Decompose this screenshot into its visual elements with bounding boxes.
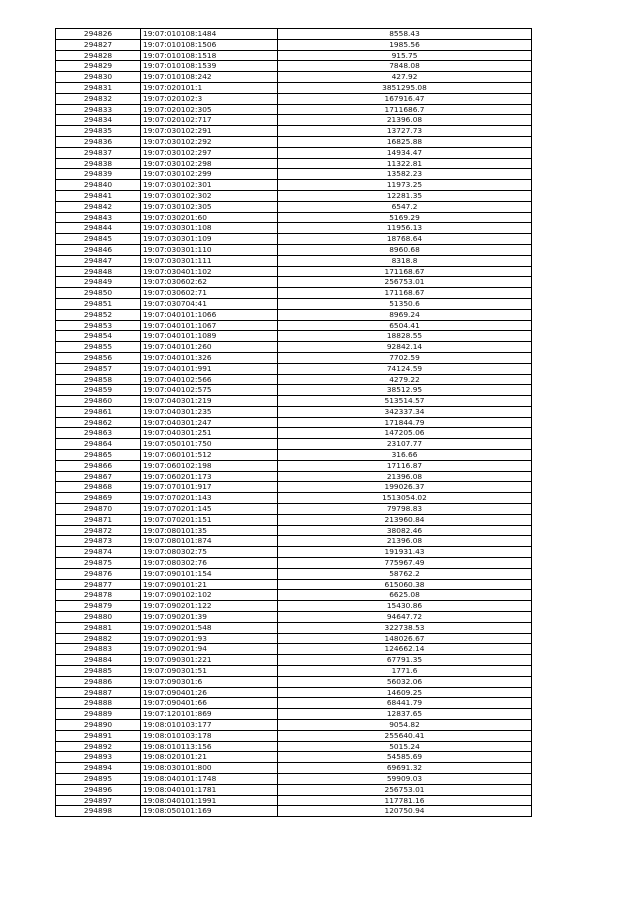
row-id-cell: 294834 (56, 115, 141, 126)
table-row (56, 212, 532, 223)
row-id-cell: 294886 (56, 676, 141, 687)
cadastral-number-cell: 19:07:040101:260 (141, 342, 278, 353)
value-cell: 915.75 (278, 50, 532, 61)
row-id-cell: 294830 (56, 72, 141, 83)
table-row (56, 288, 532, 299)
value-cell: 199026.37 (278, 482, 532, 493)
table-row (56, 720, 532, 731)
cadastral-number-cell: 19:07:010108:1506 (141, 39, 278, 50)
table-row (56, 666, 532, 677)
cadastral-number-cell: 19:07:030301:109 (141, 234, 278, 245)
value-cell: 11973.25 (278, 180, 532, 191)
row-id-cell: 294864 (56, 439, 141, 450)
row-id-cell: 294848 (56, 266, 141, 277)
table-row (56, 352, 532, 363)
cadastral-number-cell: 19:07:030102:299 (141, 169, 278, 180)
cadastral-number-cell: 19:07:040101:1067 (141, 320, 278, 331)
document-page (55, 28, 531, 817)
cadastral-number-cell: 19:07:010108:1518 (141, 50, 278, 61)
value-cell: 171168.67 (278, 266, 532, 277)
value-cell: 147205.06 (278, 428, 532, 439)
table-row (56, 558, 532, 569)
cadastral-number-cell: 19:07:070201:151 (141, 514, 278, 525)
cadastral-number-cell: 19:07:040301:235 (141, 406, 278, 417)
value-cell: 15430.86 (278, 601, 532, 612)
value-cell: 191931.43 (278, 547, 532, 558)
row-id-cell: 294854 (56, 331, 141, 342)
row-id-cell: 294890 (56, 720, 141, 731)
value-cell: 13582.23 (278, 169, 532, 180)
cadastral-number-cell: 19:07:070201:143 (141, 493, 278, 504)
row-id-cell: 294887 (56, 687, 141, 698)
value-cell: 316.66 (278, 450, 532, 461)
value-cell: 8960.68 (278, 244, 532, 255)
value-cell: 13727.73 (278, 126, 532, 137)
table-row (56, 428, 532, 439)
value-cell: 14609.25 (278, 687, 532, 698)
cadastral-number-cell: 19:07:040301:251 (141, 428, 278, 439)
value-cell: 58762.2 (278, 568, 532, 579)
row-id-cell: 294882 (56, 633, 141, 644)
table-row (56, 795, 532, 806)
table-row (56, 180, 532, 191)
cadastral-number-cell: 19:07:040101:1089 (141, 331, 278, 342)
cadastral-number-cell: 19:07:030201:60 (141, 212, 278, 223)
table-row (56, 439, 532, 450)
table-row (56, 320, 532, 331)
row-id-cell: 294859 (56, 385, 141, 396)
table-row (56, 752, 532, 763)
row-id-cell: 294873 (56, 536, 141, 547)
cadastral-number-cell: 19:07:070101:917 (141, 482, 278, 493)
value-cell: 69691.32 (278, 763, 532, 774)
table-row (56, 61, 532, 72)
table-row (56, 147, 532, 158)
value-cell: 7848.08 (278, 61, 532, 72)
row-id-cell: 294843 (56, 212, 141, 223)
row-id-cell: 294880 (56, 612, 141, 623)
cadastral-number-cell: 19:07:090301:51 (141, 666, 278, 677)
value-cell: 342337.34 (278, 406, 532, 417)
table-row (56, 568, 532, 579)
row-id-cell: 294826 (56, 29, 141, 40)
table-row (56, 536, 532, 547)
value-cell: 124662.14 (278, 644, 532, 655)
table-row (56, 482, 532, 493)
cadastral-number-cell: 19:07:090401:26 (141, 687, 278, 698)
table-row (56, 385, 532, 396)
table-row (56, 363, 532, 374)
table-row (56, 504, 532, 515)
row-id-cell: 294862 (56, 417, 141, 428)
cadastral-number-cell: 19:07:080101:874 (141, 536, 278, 547)
row-id-cell: 294896 (56, 784, 141, 795)
value-cell: 117781.16 (278, 795, 532, 806)
table-row (56, 763, 532, 774)
cadastral-number-cell: 19:07:060102:198 (141, 460, 278, 471)
cadastral-number-cell: 19:07:030301:111 (141, 255, 278, 266)
value-cell: 14934.47 (278, 147, 532, 158)
cadastral-number-cell: 19:07:030301:110 (141, 244, 278, 255)
cadastral-number-cell: 19:07:080101:35 (141, 525, 278, 536)
table-row (56, 547, 532, 558)
data-table (55, 28, 532, 817)
value-cell: 120750.94 (278, 806, 532, 817)
table-row (56, 169, 532, 180)
value-cell: 11956.13 (278, 223, 532, 234)
table-row (56, 255, 532, 266)
row-id-cell: 294853 (56, 320, 141, 331)
value-cell: 68441.79 (278, 698, 532, 709)
cadastral-number-cell: 19:07:040101:1066 (141, 309, 278, 320)
row-id-cell: 294832 (56, 93, 141, 104)
cadastral-number-cell: 19:07:040301:247 (141, 417, 278, 428)
value-cell: 54585.69 (278, 752, 532, 763)
table-row (56, 126, 532, 137)
table-row (56, 331, 532, 342)
cadastral-number-cell: 19:07:030102:302 (141, 190, 278, 201)
table-row (56, 244, 532, 255)
table-row (56, 374, 532, 385)
row-id-cell: 294827 (56, 39, 141, 50)
value-cell: 8558.43 (278, 29, 532, 40)
value-cell: 12837.65 (278, 709, 532, 720)
cadastral-number-cell: 19:07:080302:75 (141, 547, 278, 558)
row-id-cell: 294897 (56, 795, 141, 806)
cadastral-number-cell: 19:07:090201:93 (141, 633, 278, 644)
row-id-cell: 294879 (56, 601, 141, 612)
table-row (56, 223, 532, 234)
cadastral-number-cell: 19:08:040101:1748 (141, 773, 278, 784)
value-cell: 6547.2 (278, 201, 532, 212)
row-id-cell: 294844 (56, 223, 141, 234)
value-cell: 171844.79 (278, 417, 532, 428)
value-cell: 8969.24 (278, 309, 532, 320)
value-cell: 21396.08 (278, 115, 532, 126)
value-cell: 1771.6 (278, 666, 532, 677)
table-row (56, 493, 532, 504)
row-id-cell: 294869 (56, 493, 141, 504)
cadastral-number-cell: 19:07:090101:154 (141, 568, 278, 579)
table-row (56, 190, 532, 201)
value-cell: 148026.67 (278, 633, 532, 644)
cadastral-number-cell: 19:07:090201:39 (141, 612, 278, 623)
row-id-cell: 294874 (56, 547, 141, 558)
cadastral-number-cell: 19:07:020102:305 (141, 104, 278, 115)
value-cell: 167916.47 (278, 93, 532, 104)
cadastral-number-cell: 19:07:020102:3 (141, 93, 278, 104)
value-cell: 94647.72 (278, 612, 532, 623)
value-cell: 56032.06 (278, 676, 532, 687)
row-id-cell: 294885 (56, 666, 141, 677)
table-row (56, 655, 532, 666)
cadastral-number-cell: 19:07:050101:750 (141, 439, 278, 450)
cadastral-number-cell: 19:08:010103:178 (141, 730, 278, 741)
value-cell: 1711686.7 (278, 104, 532, 115)
table-row (56, 460, 532, 471)
row-id-cell: 294884 (56, 655, 141, 666)
table-row (56, 277, 532, 288)
table-row (56, 298, 532, 309)
row-id-cell: 294836 (56, 136, 141, 147)
row-id-cell: 294839 (56, 169, 141, 180)
row-id-cell: 294835 (56, 126, 141, 137)
row-id-cell: 294867 (56, 471, 141, 482)
table-row (56, 82, 532, 93)
row-id-cell: 294857 (56, 363, 141, 374)
cadastral-number-cell: 19:07:030602:62 (141, 277, 278, 288)
value-cell: 59909.03 (278, 773, 532, 784)
value-cell: 23107.77 (278, 439, 532, 450)
cadastral-number-cell: 19:07:040101:991 (141, 363, 278, 374)
cadastral-number-cell: 19:07:030704:41 (141, 298, 278, 309)
value-cell: 79798.83 (278, 504, 532, 515)
row-id-cell: 294840 (56, 180, 141, 191)
cadastral-number-cell: 19:07:060101:512 (141, 450, 278, 461)
table-row (56, 514, 532, 525)
cadastral-number-cell: 19:07:060201:173 (141, 471, 278, 482)
row-id-cell: 294831 (56, 82, 141, 93)
table-row (56, 773, 532, 784)
row-id-cell: 294895 (56, 773, 141, 784)
value-cell: 9054.82 (278, 720, 532, 731)
table-row (56, 201, 532, 212)
table-row (56, 266, 532, 277)
table-row (56, 72, 532, 83)
value-cell: 5169.29 (278, 212, 532, 223)
row-id-cell: 294829 (56, 61, 141, 72)
table-body (56, 29, 532, 817)
value-cell: 4279.22 (278, 374, 532, 385)
row-id-cell: 294878 (56, 590, 141, 601)
table-row (56, 417, 532, 428)
cadastral-number-cell: 19:07:090101:21 (141, 579, 278, 590)
row-id-cell: 294865 (56, 450, 141, 461)
cadastral-number-cell: 19:07:020102:717 (141, 115, 278, 126)
cadastral-number-cell: 19:07:030401:102 (141, 266, 278, 277)
row-id-cell: 294893 (56, 752, 141, 763)
cadastral-number-cell: 19:07:030102:298 (141, 158, 278, 169)
row-id-cell: 294877 (56, 579, 141, 590)
cadastral-number-cell: 19:07:090102:102 (141, 590, 278, 601)
cadastral-number-cell: 19:07:030102:301 (141, 180, 278, 191)
cadastral-number-cell: 19:07:090301:6 (141, 676, 278, 687)
table-row (56, 396, 532, 407)
cadastral-number-cell: 19:07:090201:94 (141, 644, 278, 655)
row-id-cell: 294872 (56, 525, 141, 536)
table-row (56, 784, 532, 795)
cadastral-number-cell: 19:08:030101:800 (141, 763, 278, 774)
row-id-cell: 294842 (56, 201, 141, 212)
table-row (56, 450, 532, 461)
cadastral-number-cell: 19:07:080302:76 (141, 558, 278, 569)
cadastral-number-cell: 19:07:040101:326 (141, 352, 278, 363)
table-row (56, 29, 532, 40)
value-cell: 256753.01 (278, 784, 532, 795)
table-row (56, 741, 532, 752)
row-id-cell: 294868 (56, 482, 141, 493)
value-cell: 18768.64 (278, 234, 532, 245)
table-row (56, 471, 532, 482)
table-row (56, 644, 532, 655)
cadastral-number-cell: 19:08:010113:156 (141, 741, 278, 752)
table-row (56, 612, 532, 623)
row-id-cell: 294852 (56, 309, 141, 320)
cadastral-number-cell: 19:07:030301:108 (141, 223, 278, 234)
table-row (56, 709, 532, 720)
row-id-cell: 294849 (56, 277, 141, 288)
table-row (56, 342, 532, 353)
cadastral-number-cell: 19:07:030102:291 (141, 126, 278, 137)
row-id-cell: 294861 (56, 406, 141, 417)
value-cell: 255640.41 (278, 730, 532, 741)
row-id-cell: 294881 (56, 622, 141, 633)
cadastral-number-cell: 19:07:030102:292 (141, 136, 278, 147)
row-id-cell: 294866 (56, 460, 141, 471)
table-row (56, 698, 532, 709)
table-row (56, 622, 532, 633)
value-cell: 8318.8 (278, 255, 532, 266)
value-cell: 1985.56 (278, 39, 532, 50)
table-row (56, 136, 532, 147)
row-id-cell: 294851 (56, 298, 141, 309)
value-cell: 615060.38 (278, 579, 532, 590)
table-row (56, 309, 532, 320)
value-cell: 6504.41 (278, 320, 532, 331)
row-id-cell: 294858 (56, 374, 141, 385)
cadastral-number-cell: 19:07:030602:71 (141, 288, 278, 299)
value-cell: 775967.49 (278, 558, 532, 569)
cadastral-number-cell: 19:07:040102:575 (141, 385, 278, 396)
value-cell: 213960.84 (278, 514, 532, 525)
row-id-cell: 294841 (56, 190, 141, 201)
table-row (56, 104, 532, 115)
value-cell: 38512.95 (278, 385, 532, 396)
value-cell: 1513054.02 (278, 493, 532, 504)
row-id-cell: 294883 (56, 644, 141, 655)
row-id-cell: 294855 (56, 342, 141, 353)
cadastral-number-cell: 19:08:050101:169 (141, 806, 278, 817)
cadastral-number-cell: 19:07:040102:566 (141, 374, 278, 385)
table-row (56, 806, 532, 817)
cadastral-number-cell: 19:08:020101:21 (141, 752, 278, 763)
value-cell: 513514.57 (278, 396, 532, 407)
value-cell: 38082.46 (278, 525, 532, 536)
table-row (56, 579, 532, 590)
row-id-cell: 294894 (56, 763, 141, 774)
table-row (56, 633, 532, 644)
row-id-cell: 294888 (56, 698, 141, 709)
row-id-cell: 294846 (56, 244, 141, 255)
cadastral-number-cell: 19:07:040301:219 (141, 396, 278, 407)
cadastral-number-cell: 19:07:090201:548 (141, 622, 278, 633)
table-row (56, 590, 532, 601)
cadastral-number-cell: 19:07:020101:1 (141, 82, 278, 93)
table-row (56, 601, 532, 612)
cadastral-number-cell: 19:07:090401:66 (141, 698, 278, 709)
row-id-cell: 294863 (56, 428, 141, 439)
table-row (56, 525, 532, 536)
value-cell: 51350.6 (278, 298, 532, 309)
row-id-cell: 294898 (56, 806, 141, 817)
cadastral-number-cell: 19:07:010108:1539 (141, 61, 278, 72)
value-cell: 256753.01 (278, 277, 532, 288)
cadastral-number-cell: 19:07:070201:145 (141, 504, 278, 515)
value-cell: 92842.14 (278, 342, 532, 353)
row-id-cell: 294833 (56, 104, 141, 115)
value-cell: 67791.35 (278, 655, 532, 666)
row-id-cell: 294871 (56, 514, 141, 525)
row-id-cell: 294845 (56, 234, 141, 245)
row-id-cell: 294870 (56, 504, 141, 515)
value-cell: 74124.59 (278, 363, 532, 374)
value-cell: 171168.67 (278, 288, 532, 299)
table-row (56, 406, 532, 417)
row-id-cell: 294828 (56, 50, 141, 61)
value-cell: 322738.53 (278, 622, 532, 633)
cadastral-number-cell: 19:07:010108:1484 (141, 29, 278, 40)
value-cell: 16825.88 (278, 136, 532, 147)
table-row (56, 234, 532, 245)
value-cell: 12281.35 (278, 190, 532, 201)
row-id-cell: 294892 (56, 741, 141, 752)
value-cell: 3851295.08 (278, 82, 532, 93)
row-id-cell: 294876 (56, 568, 141, 579)
cadastral-number-cell: 19:07:120101:869 (141, 709, 278, 720)
row-id-cell: 294856 (56, 352, 141, 363)
row-id-cell: 294891 (56, 730, 141, 741)
cadastral-number-cell: 19:08:040101:1991 (141, 795, 278, 806)
cadastral-number-cell: 19:08:040101:1781 (141, 784, 278, 795)
table-row (56, 687, 532, 698)
value-cell: 5015.24 (278, 741, 532, 752)
row-id-cell: 294847 (56, 255, 141, 266)
value-cell: 7702.59 (278, 352, 532, 363)
value-cell: 17116.87 (278, 460, 532, 471)
table-row (56, 93, 532, 104)
table-row (56, 39, 532, 50)
value-cell: 427.92 (278, 72, 532, 83)
value-cell: 6625.08 (278, 590, 532, 601)
cadastral-number-cell: 19:07:090201:122 (141, 601, 278, 612)
table-row (56, 158, 532, 169)
row-id-cell: 294837 (56, 147, 141, 158)
cadastral-number-cell: 19:08:010103:177 (141, 720, 278, 731)
table-row (56, 115, 532, 126)
row-id-cell: 294838 (56, 158, 141, 169)
row-id-cell: 294889 (56, 709, 141, 720)
value-cell: 11322.81 (278, 158, 532, 169)
table-row (56, 676, 532, 687)
cadastral-number-cell: 19:07:030102:305 (141, 201, 278, 212)
cadastral-number-cell: 19:07:010108:242 (141, 72, 278, 83)
value-cell: 21396.08 (278, 471, 532, 482)
value-cell: 18828.55 (278, 331, 532, 342)
row-id-cell: 294875 (56, 558, 141, 569)
table-row (56, 730, 532, 741)
cadastral-number-cell: 19:07:090301:221 (141, 655, 278, 666)
cadastral-number-cell: 19:07:030102:297 (141, 147, 278, 158)
row-id-cell: 294860 (56, 396, 141, 407)
row-id-cell: 294850 (56, 288, 141, 299)
table-row (56, 50, 532, 61)
value-cell: 21396.08 (278, 536, 532, 547)
